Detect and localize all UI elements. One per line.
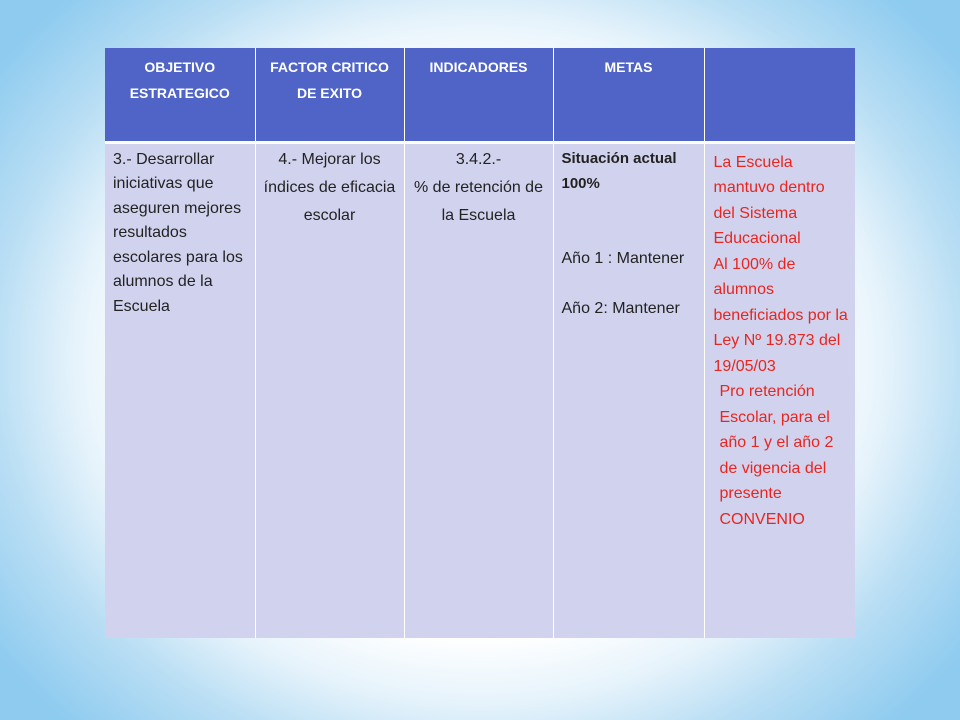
metas-situacion-value: 100% xyxy=(561,174,600,192)
strategic-plan-table xyxy=(105,48,855,638)
metas-year2: Año 2: Mantener xyxy=(561,299,680,317)
cell-objetivo: 3.- Desarrollar iniciativas que aseguren mejores resultados escolares para los alumnos de la Escuela xyxy=(105,142,255,638)
indicador-text: % de retención de la Escuela xyxy=(414,178,543,224)
observacion-part2: Al 100% de alumnos beneficiados por la Ley Nº 19.873 del 19/05/03 xyxy=(713,255,848,375)
header-indicadores: INDICADORES xyxy=(404,48,553,142)
table-header-row xyxy=(105,48,855,142)
cell-metas xyxy=(553,142,704,638)
metas-year1: Año 1 : Mantener xyxy=(561,249,685,267)
metas-situacion-label: Situación actual xyxy=(561,149,677,167)
indicador-code: 3.4.2.- xyxy=(455,150,502,168)
table-row xyxy=(105,142,855,638)
header-empty xyxy=(704,48,855,142)
header-objetivo-estrategico: OBJETIVO ESTRATEGICO xyxy=(105,48,255,142)
cell-factor: 4.- Mejorar los índices de eficacia escolar xyxy=(255,142,404,638)
observacion-part3: Pro retención Escolar, para el año 1 y el año 2 de vigencia del presente CONVENIO xyxy=(719,383,834,528)
header-factor-critico: FACTOR CRITICO DE EXITO xyxy=(255,48,404,142)
cell-indicador xyxy=(404,142,553,638)
header-metas: METAS xyxy=(553,48,704,142)
cell-observacion xyxy=(704,142,855,638)
observacion-part1: La Escuela mantuvo dentro del Sistema Educacional xyxy=(713,153,825,247)
